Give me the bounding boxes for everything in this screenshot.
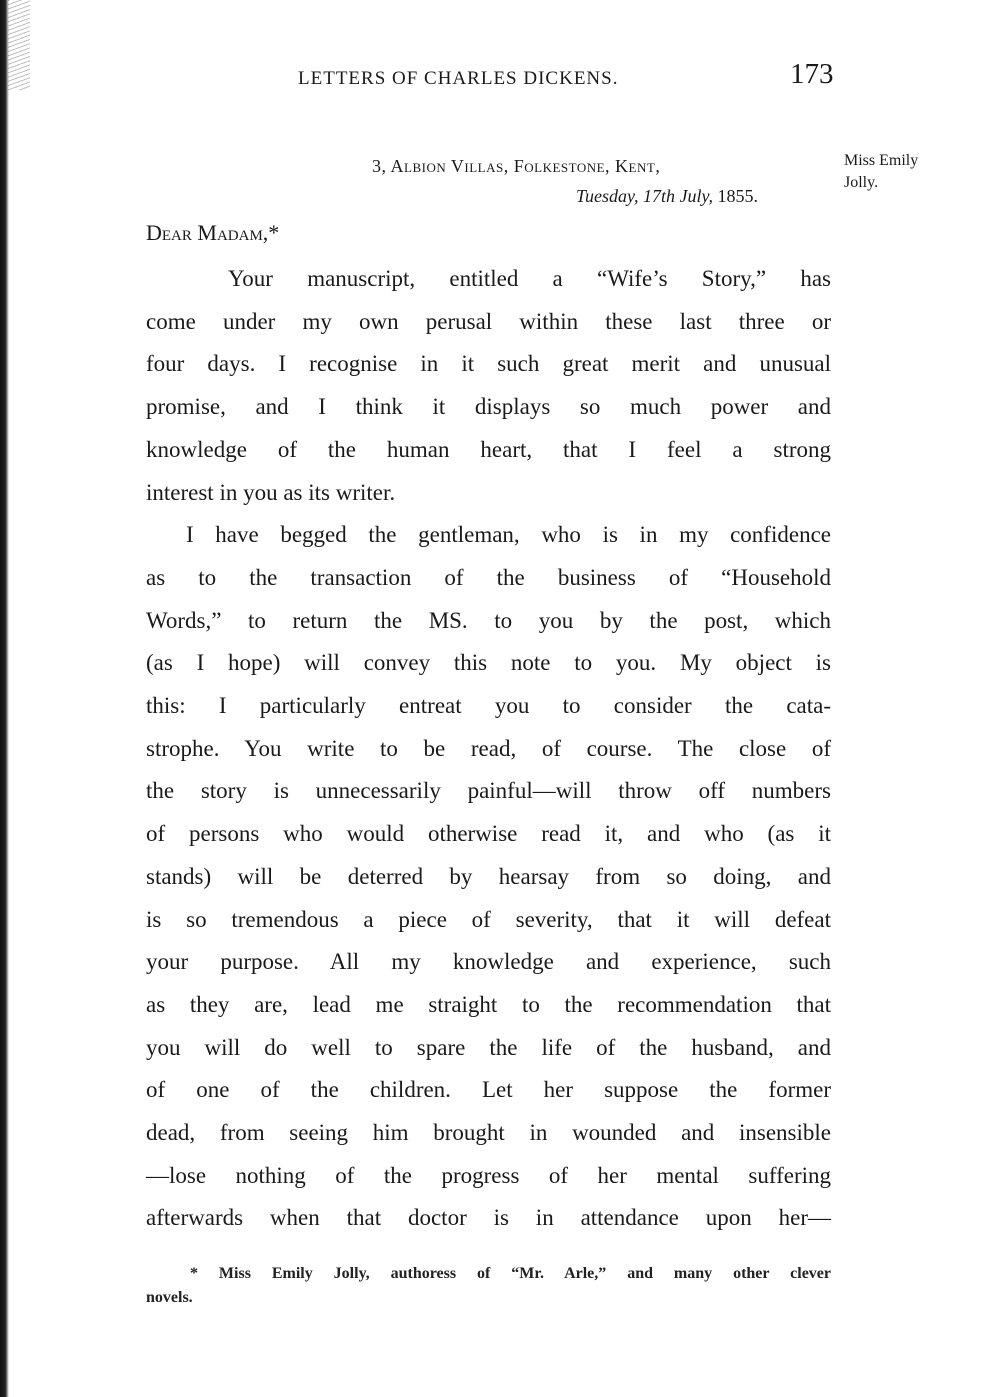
text-line: knowledge of the human heart, that I feel a strong (146, 436, 831, 462)
letter-date-day: Tuesday, 17th July, (576, 186, 713, 206)
text-line: strophe. You write to be read, of course. The close of (146, 735, 831, 761)
text-line: your purpose. All my knowledge and experience, such (146, 949, 831, 975)
paragraph-2 (146, 514, 831, 1240)
text-line: is so tremendous a piece of severity, that it will defeat (146, 906, 831, 932)
footnote (146, 1262, 831, 1310)
letter-date (576, 186, 758, 207)
text-line: Words,” to return the MS. to you by the post, which (146, 607, 831, 633)
letter-body (146, 258, 831, 1240)
text-line: four days. I recognise in it such great merit and unusual (146, 351, 831, 377)
salutation: Dear Madam,* (146, 220, 280, 245)
text-line: this: I particularly entreat you to consider the cata- (146, 693, 831, 719)
text-line: as they are, lead me straight to the recommendation that (146, 991, 831, 1017)
text-line: afterwards when that doctor is in attendance upon her— (146, 1205, 831, 1231)
paragraph-1 (146, 258, 831, 514)
text-line: the story is unnecessarily painful—will throw off numbers (146, 778, 831, 804)
footnote-line: * Miss Emily Jolly, authoress of “Mr. Arle,” and many other clever (190, 1265, 831, 1282)
text-line: interest in you as its writer. (146, 479, 396, 505)
page-number: 173 (790, 58, 834, 90)
text-line: Your manuscript, entitled a “Wife’s Story,” has (228, 266, 831, 291)
margin-note: Miss Emily Jolly. (844, 152, 919, 191)
footnote-line: novels. (146, 1289, 193, 1306)
text-line: you will do well to spare the life of the husband, and (146, 1034, 831, 1060)
text-line: stands) will be deterred by hearsay from so doing, and (146, 863, 831, 889)
text-line: I have begged the gentleman, who is in my confidence (186, 522, 831, 548)
text-line: promise, and I think it displays so much power and (146, 394, 831, 420)
text-line: of persons who would otherwise read it, and who (as it (146, 821, 831, 847)
text-line: come under my own perusal within these last three or (146, 308, 831, 334)
letter-address: 3, Albion Villas, Folkestone, Kent, (372, 156, 661, 176)
text-line: of one of the children. Let her suppose the former (146, 1077, 831, 1103)
text-line: —lose nothing of the progress of her mental suffering (146, 1162, 831, 1188)
letter-date-year: 1855. (713, 186, 758, 206)
text-line: as to the transaction of the business of “Household (146, 564, 831, 590)
text-line: (as I hope) will convey this note to you. My object is (146, 650, 831, 676)
running-head: LETTERS OF CHARLES DICKENS. (298, 68, 619, 89)
text-line: dead, from seeing him brought in wounded and insensible (146, 1120, 831, 1146)
